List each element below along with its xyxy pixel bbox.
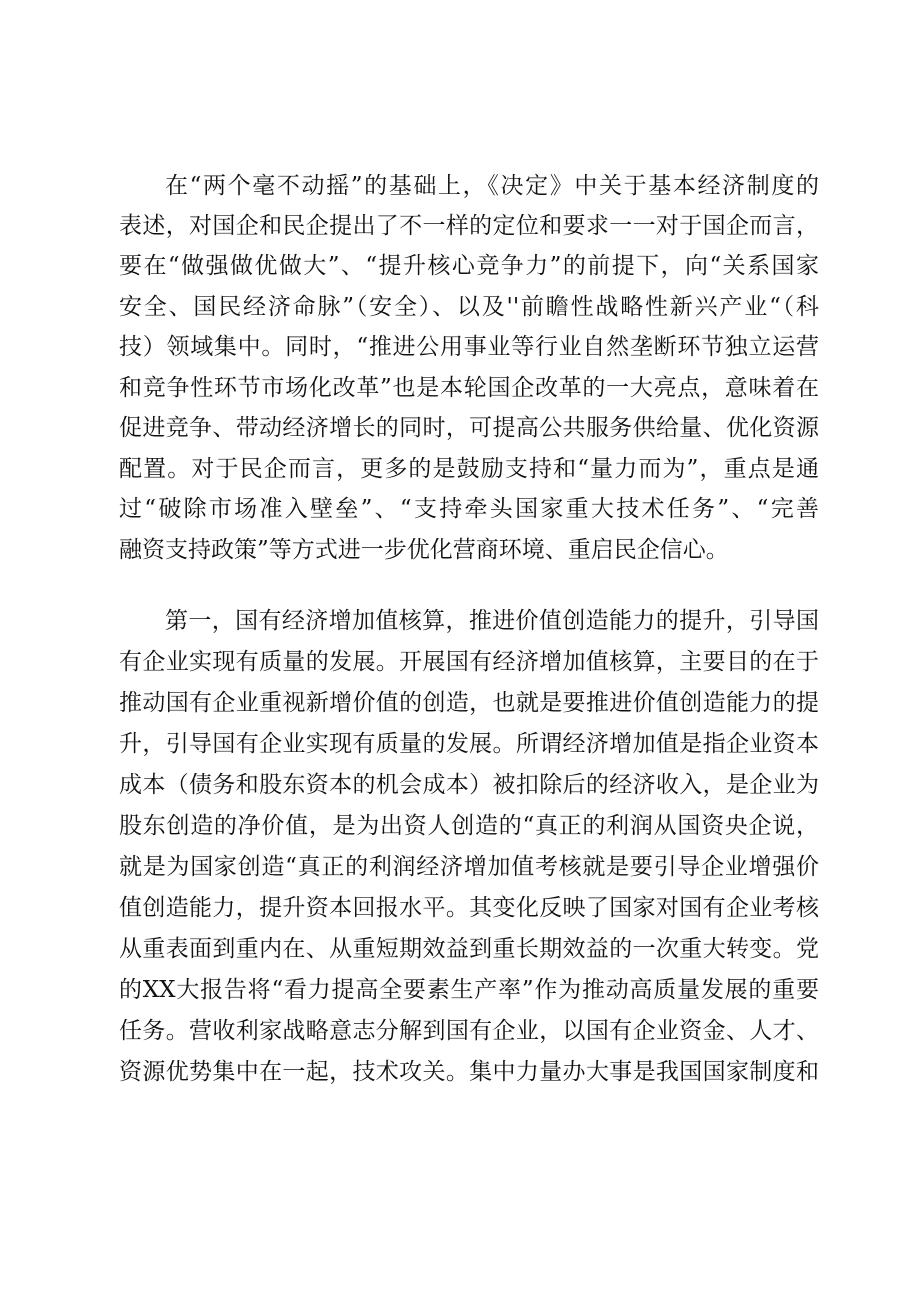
paragraph-1-line-1: 在“两个毫不动摇”的基础上，《决定》中关于基本经济制度的 — [165, 173, 819, 199]
paragraph-2-line-7: 就是为国家创造“真正的利润经济增加值考核就是要引导企业增强价 — [119, 854, 819, 880]
paragraph-1-line-6: 和竞争性环节市场化改革”也是本轮国企改革的一大亮点，意味着在 — [119, 375, 819, 401]
paragraph-1-line-8: 配置。对于民企而言，更多的是鼓励支持和“量力而为”，重点是通 — [119, 456, 819, 482]
paragraph-1-line-4: 安全、国民经济命脉”（安全）、以及''前瞻性战略性新兴产业“（科 — [119, 294, 819, 320]
paragraph-1-line-3: 要在“做强做优做大”、“提升核心竞争力”的前提下，向“关系国家 — [119, 253, 819, 279]
paragraph-2-line-9: 从重表面到重内在、从重短期效益到重长期效益的一次重大转变。党 — [119, 936, 819, 962]
paragraph-2-line-6: 股东创造的净价值，是为出资人创造的“真正的利润从国资央企说， — [119, 813, 819, 839]
paragraph-2-line-1: 第一，国有经济增加值核算，推进价值创造能力的提升，引导国 — [165, 608, 819, 634]
paragraph-1-line-10: 融资支持政策”等方式进一步优化营商环境、重启民企信心。 — [119, 537, 729, 563]
paragraph-2-line-4: 升，引导国有企业实现有质量的发展。所谓经济增加值是指企业资本 — [119, 731, 819, 757]
paragraph-2-line-8: 值创造能力，提升资本回报水平。其变化反映了国家对国有企业考核 — [119, 895, 819, 921]
paragraph-1-line-5: 技）领域集中。同时，“推进公用事业等行业自然垄断环节独立运营 — [119, 334, 819, 360]
paragraph-1-line-2: 表述，对国企和民企提出了不一样的定位和要求一一对于国企而言， — [119, 213, 819, 239]
paragraph-1-line-7: 促进竞争、带动经济增长的同时，可提高公共服务供给量、优化资源 — [119, 415, 819, 441]
paragraph-2-line-3: 推动国有企业重视新增价值的创造，也就是要推进价值创造能力的提 — [119, 690, 819, 716]
paragraph-2-line-10: 的XX大报告将“看力提高全要素生产率”作为推动高质量发展的重要 — [119, 977, 819, 1003]
paragraph-1-line-9: 过“破除市场准入壁垒”、“支持牵头国家重大技术任务”、“完善 — [119, 496, 819, 522]
paragraph-2-line-5: 成本（债务和股东资本的机会成本）被扣除后的经济收入，是企业为 — [119, 772, 819, 798]
paragraph-2-line-11: 任务。营收利家战略意志分解到国有企业，以国有企业资金、人才、 — [119, 1018, 819, 1044]
paragraph-2-line-12: 资源优势集中在一起，技术攻关。集中力量办大事是我国国家制度和 — [119, 1059, 819, 1085]
paragraph-2-line-2: 有企业实现有质量的发展。开展国有经济增加值核算，主要目的在于 — [119, 649, 819, 675]
